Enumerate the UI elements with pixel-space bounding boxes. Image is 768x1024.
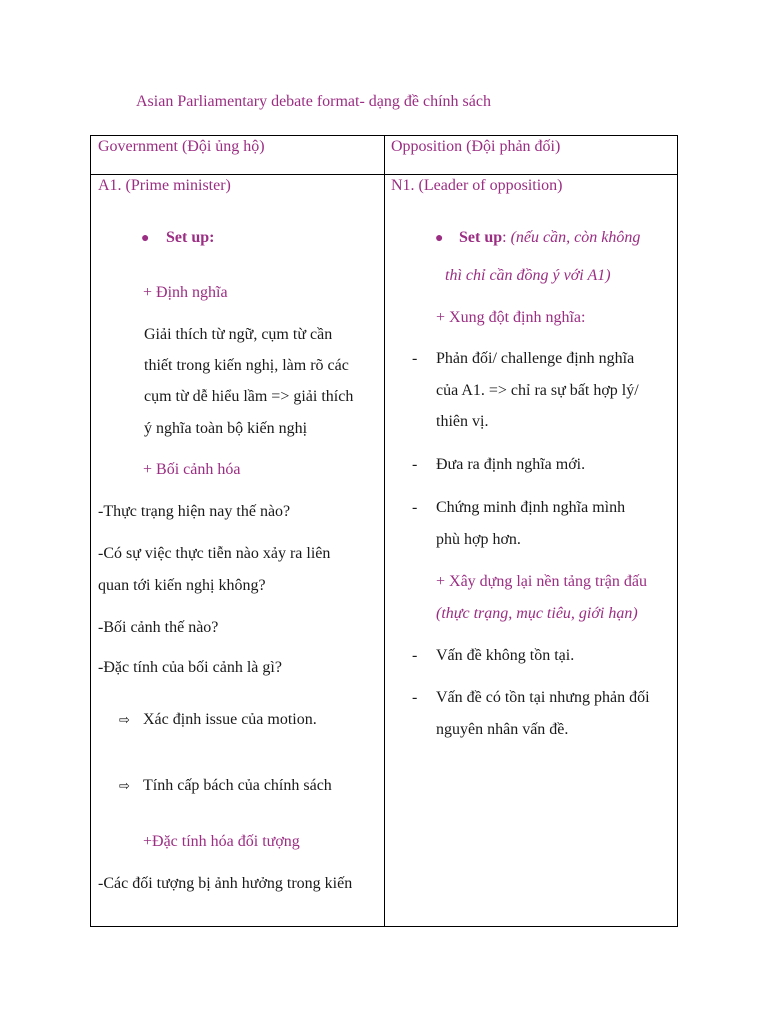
question-line: -Thực trạng hiện nay thế nào? — [98, 503, 291, 520]
question-line: quan tới kiến nghị không? — [98, 577, 266, 594]
dash-icon: - — [412, 647, 418, 664]
dash-icon: - — [412, 689, 418, 706]
question-line: -Có sự việc thực tiễn nào xảy ra liên — [98, 545, 331, 562]
object-heading: +Đặc tính hóa đối tượng — [143, 833, 300, 850]
setup-note: thì chỉ cần đồng ý với A1) — [445, 267, 611, 284]
government-header: Government (Đội ủng hộ) — [98, 138, 265, 155]
setup-note: (nếu cần, còn không — [510, 229, 641, 246]
definition-line: Giải thích từ ngữ, cụm từ cần — [144, 326, 333, 343]
rebuild-heading: + Xây dựng lại nền tảng trận đấu — [436, 573, 647, 590]
rebuild-item: nguyên nhân vấn đề. — [436, 721, 569, 738]
dash-icon: - — [412, 456, 418, 473]
dash-icon: - — [412, 350, 418, 367]
question-line: -Bối cảnh thế nào? — [98, 619, 219, 636]
conflict-item: phù hợp hơn. — [436, 531, 521, 548]
question-line: -Đặc tính của bối cảnh là gì? — [98, 659, 282, 676]
right-arrow-icon: ⇨ — [119, 713, 130, 728]
conflict-item: Đưa ra định nghĩa mới. — [436, 456, 586, 473]
header-divider — [91, 174, 677, 175]
definition-line: thiết trong kiến nghị, làm rõ các — [144, 357, 349, 374]
opposition-header: Opposition (Đội phản đối) — [391, 138, 561, 155]
rebuild-item: Vấn đề có tồn tại nhưng phản đối — [436, 689, 650, 706]
conflict-item: của A1. => chỉ ra sự bất hợp lý/ — [436, 382, 639, 399]
bullet-dot-icon: ● — [435, 231, 444, 246]
context-heading: + Bối cảnh hóa — [143, 461, 241, 478]
column-divider — [384, 136, 385, 926]
definition-heading: + Định nghĩa — [143, 284, 228, 301]
definition-line: ý nghĩa toàn bộ kiến nghị — [144, 420, 308, 437]
rebuild-item: Vấn đề không tồn tại. — [436, 647, 575, 664]
arrow-item: Xác định issue của motion. — [143, 711, 317, 728]
last-line: -Các đối tượng bị ảnh hưởng trong kiến — [98, 875, 353, 892]
right-arrow-icon: ⇨ — [119, 779, 130, 794]
government-setup-label: Set up: — [166, 229, 215, 246]
conflict-item: Chứng minh định nghĩa mình — [436, 499, 626, 516]
definition-line: cụm từ dễ hiểu lầm => giải thích — [144, 388, 354, 405]
opposition-setup-label: Set up — [459, 229, 503, 246]
conflict-item: thiên vị. — [436, 413, 489, 430]
government-role: A1. (Prime minister) — [98, 177, 231, 194]
conflict-item: Phản đối/ challenge định nghĩa — [436, 350, 635, 367]
rebuild-note: (thực trạng, mục tiêu, giới hạn) — [436, 605, 638, 622]
dash-icon: - — [412, 499, 418, 516]
arrow-item: Tính cấp bách của chính sách — [143, 777, 332, 794]
setup-colon: : — [502, 229, 511, 246]
opposition-role: N1. (Leader of opposition) — [391, 177, 563, 194]
bullet-dot-icon: ● — [141, 231, 150, 246]
document-title: Asian Parliamentary debate format- dạng đề chính sách — [136, 93, 491, 110]
debate-format-table — [90, 135, 678, 927]
opposition-setup — [459, 228, 640, 248]
conflict-heading: + Xung đột định nghĩa: — [436, 309, 586, 326]
